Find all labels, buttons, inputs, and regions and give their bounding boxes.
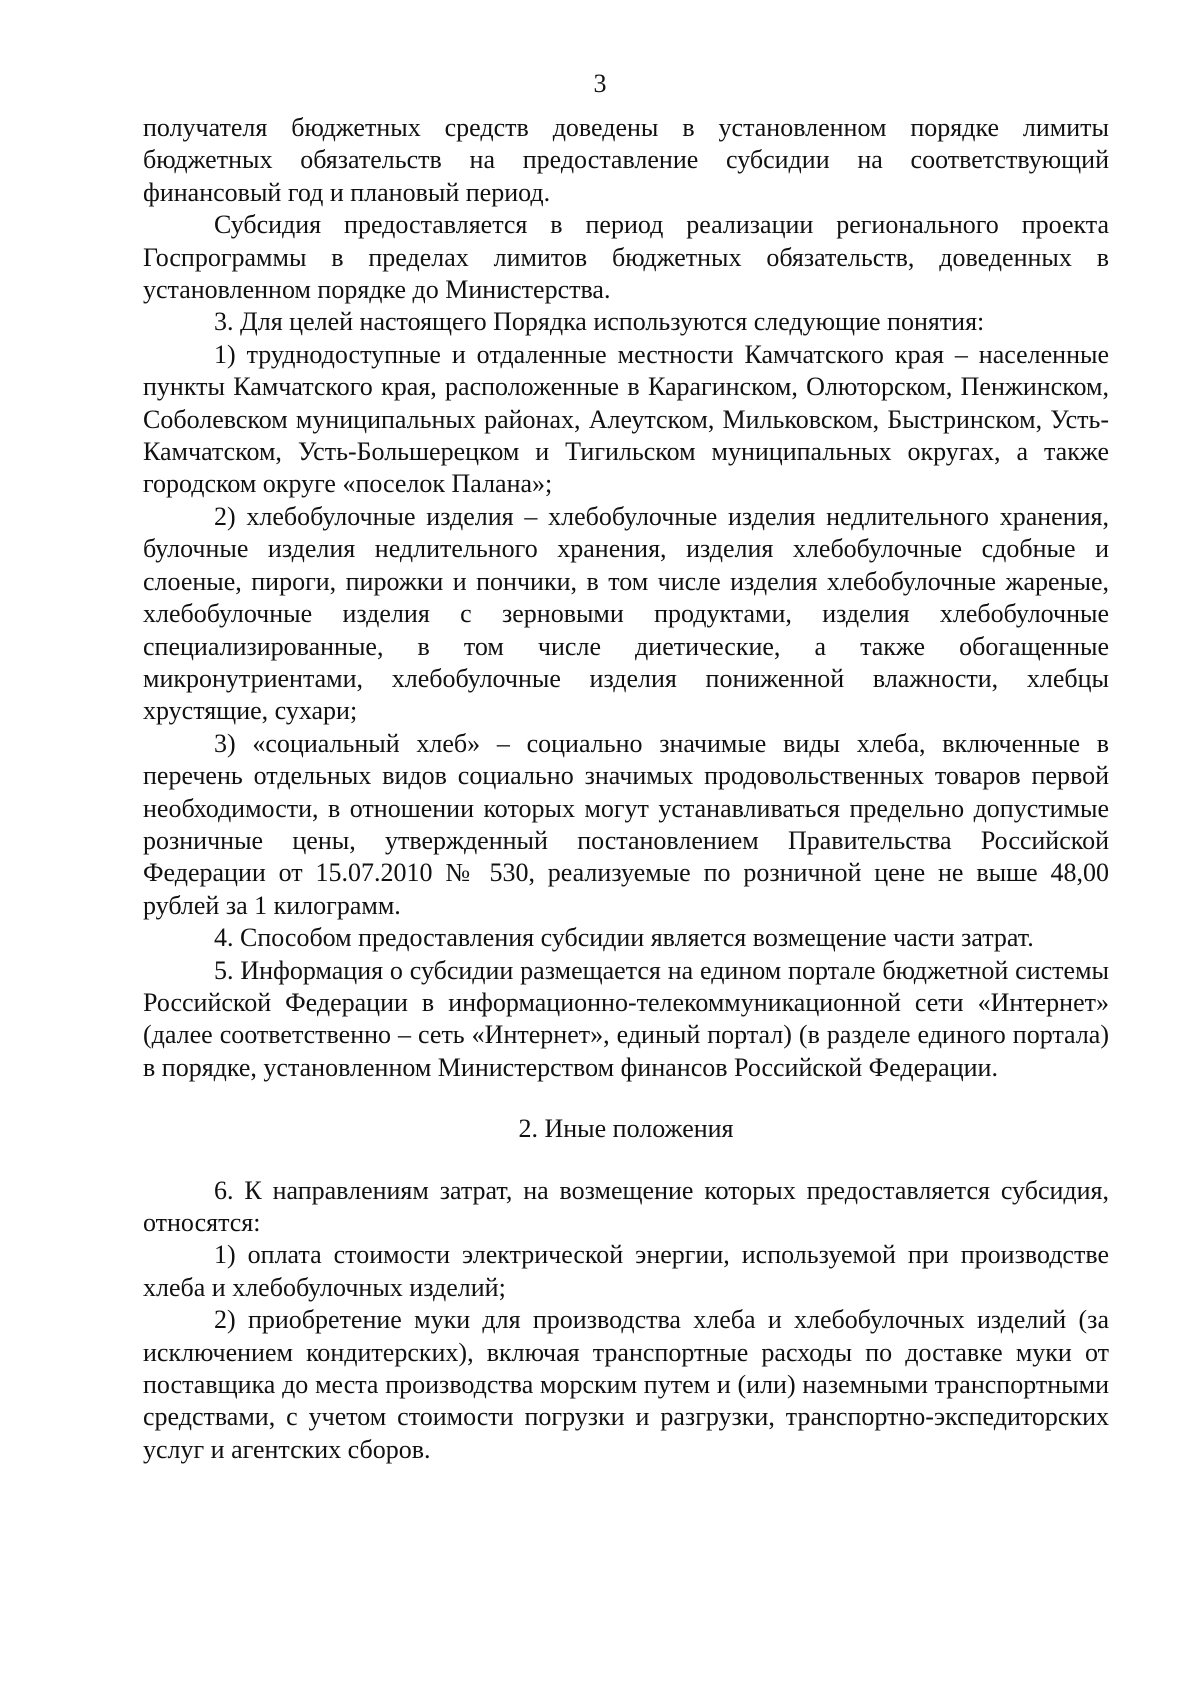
- paragraph-item-3: 3. Для целей настоящего Порядка используются следующие понятия:: [214, 307, 985, 337]
- paragraph-item-3-1: 1) труднодоступные и отдаленные местности Камчатского края – населенные пункты Камчатского края, расположенные в Карагинском, Олюторском, Пенжинском, Соболевском муниципальных районах, Алеутском, Мильковском, Быстринском, Усть-Камчатском, Усть-Большерецком и Тигильском муниципальных округах, а также городском округе «поселок Палана»;: [143, 339, 1109, 499]
- document-body: [143, 112, 1109, 1466]
- section-heading: 2. Иные положения: [518, 1114, 734, 1144]
- page-number: 3: [593, 69, 607, 98]
- paragraph-item-6-2: 2) приобретение муки для производства хлеба и хлебобулочных изделий (за исключением кондитерских), включая транспортные расходы по доставке муки от поставщика до места производства морским путем и (или) наземными транспортными средствами, с учетом стоимости погрузки и разгрузки, транспортно-экспедиторских услуг и агентских сборов.: [143, 1305, 1109, 1464]
- paragraph-item-6-1: 1) оплата стоимости электрической энергии, используемой при производстве хлеба и хлебобулочных изделий;: [143, 1240, 1109, 1302]
- paragraph-item-3-3: 3) «социальный хлеб» – социально значимые виды хлеба, включенные в перечень отдельных видов социально значимых продовольственных товаров первой необходимости, в отношении которых могут устанавливаться предельно допустимые розничные цены, утвержденный постановлением Правительства Российской Федерации от 15.07.2010 № 530, реализуемые по розничной цене не выше 48,00 рублей за 1 килограмм.: [143, 728, 1109, 920]
- paragraph-continuation: получателя бюджетных средств доведены в установленном порядке лимиты бюджетных обязательств на предоставление субсидии на соответствующий финансовый год и плановый период.: [143, 113, 1109, 207]
- paragraph-item-3-2: 2) хлебобулочные изделия – хлебобулочные изделия недлительного хранения, булочные изделия недлительного хранения, изделия хлебобулочные сдобные и слоеные, пироги, пирожки и пончики, в том числе изделия хлебобулочные жареные, хлебобулочные изделия с зерновыми продуктами, изделия хлебобулочные специализированные, в том числе диетические, а также обогащенные микронутриентами, хлебобулочные изделия пониженной влажности, хлебцы хрустящие, сухари;: [143, 501, 1109, 726]
- paragraph-item-4: 4. Способом предоставления субсидии является возмещение части затрат.: [214, 923, 1034, 953]
- paragraph-item-6: 6. К направлениям затрат, на возмещение которых предоставляется субсидия, относятся:: [143, 1175, 1109, 1237]
- paragraph-subsidy-period: Субсидия предоставляется в период реализации регионального проекта Госпрограммы в пределах лимитов бюджетных обязательств, доведенных в установленном порядке до Министерства.: [143, 210, 1109, 305]
- paragraph-item-5: 5. Информация о субсидии размещается на едином портале бюджетной системы Российской Федерации в информационно-телекоммуникационной сети «Интернет» (далее соответственно – сеть «Интернет», единый портал) (в разделе единого портала) в порядке, установленном Министерством финансов Российской Федерации.: [143, 955, 1109, 1082]
